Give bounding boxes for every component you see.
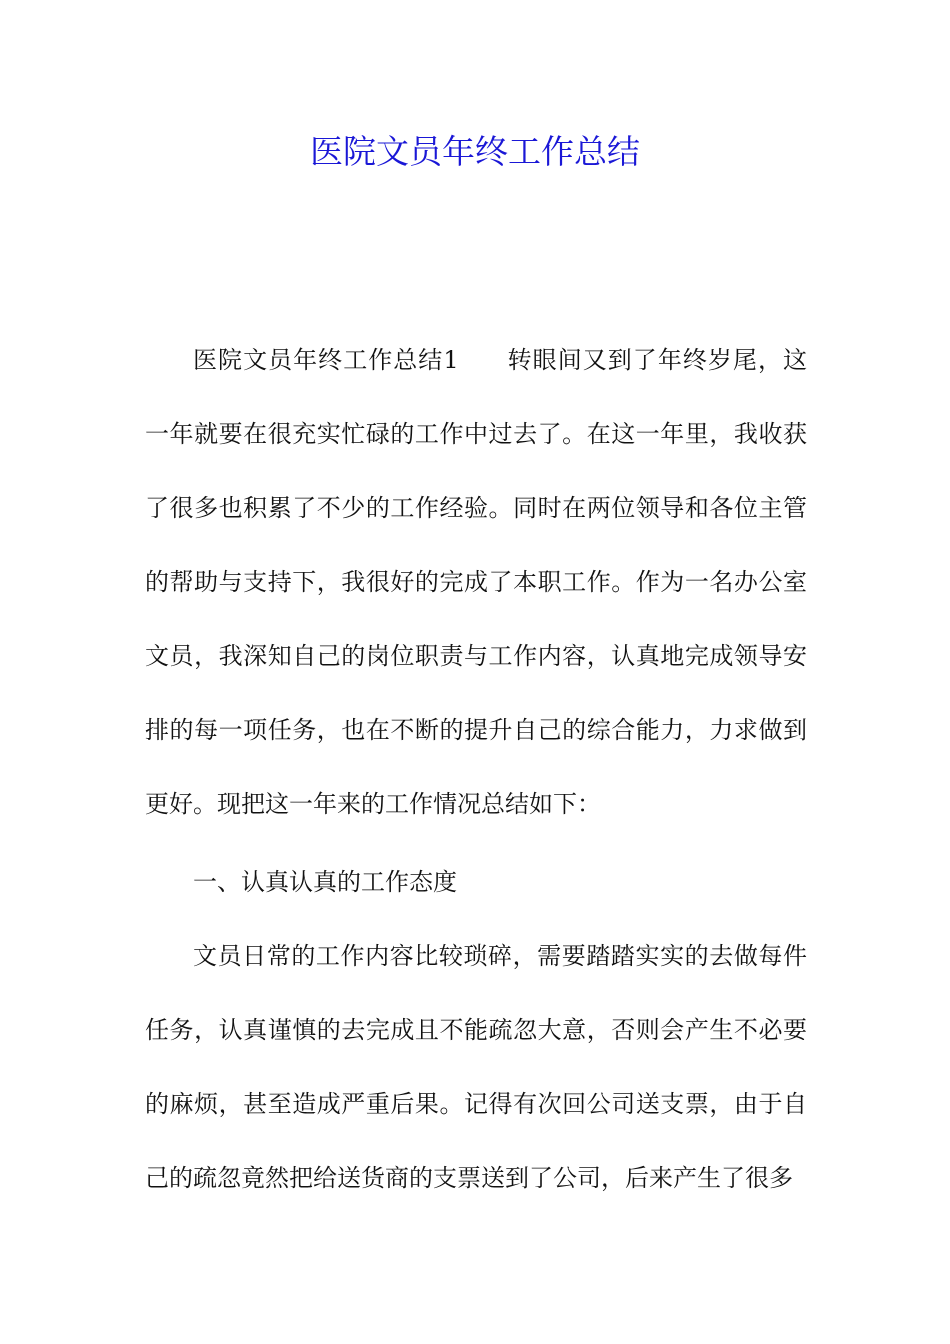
paragraph-intro — [145, 323, 807, 841]
document-title: 医院文员年终工作总结 — [310, 132, 640, 171]
paragraph-lead: 医院文员年终工作总结1 — [193, 346, 459, 374]
paragraph-intro-text: 转眼间又到了年终岁尾，这一年就要在很充实忙碌的工作中过去了。在这一年里，我收获了很多也积累了不少的工作经验。同时在两位领导和各位主管的帮助与支持下，我很好的完成了本职工作。作为一名办公室文员，我深知自己的岗位职责与工作内容，认真地完成领导安排的每一项任务，也在不断的提升自己的综合能力，力求做到更好。现把这一年来的工作情况总结如下： — [145, 346, 808, 818]
paragraph-section-1: 文员日常的工作内容比较琐碎，需要踏踏实实的去做每件任务，认真谨慎的去完成且不能疏忽大意，否则会产生不必要的麻烦，甚至造成严重后果。记得有次回公司送支票，由于自己的疏忽竟然把给送货商的支票送到了公司，后来产生了很多 — [145, 942, 807, 1192]
section-heading: 一、认真认真的工作态度 — [193, 868, 457, 896]
